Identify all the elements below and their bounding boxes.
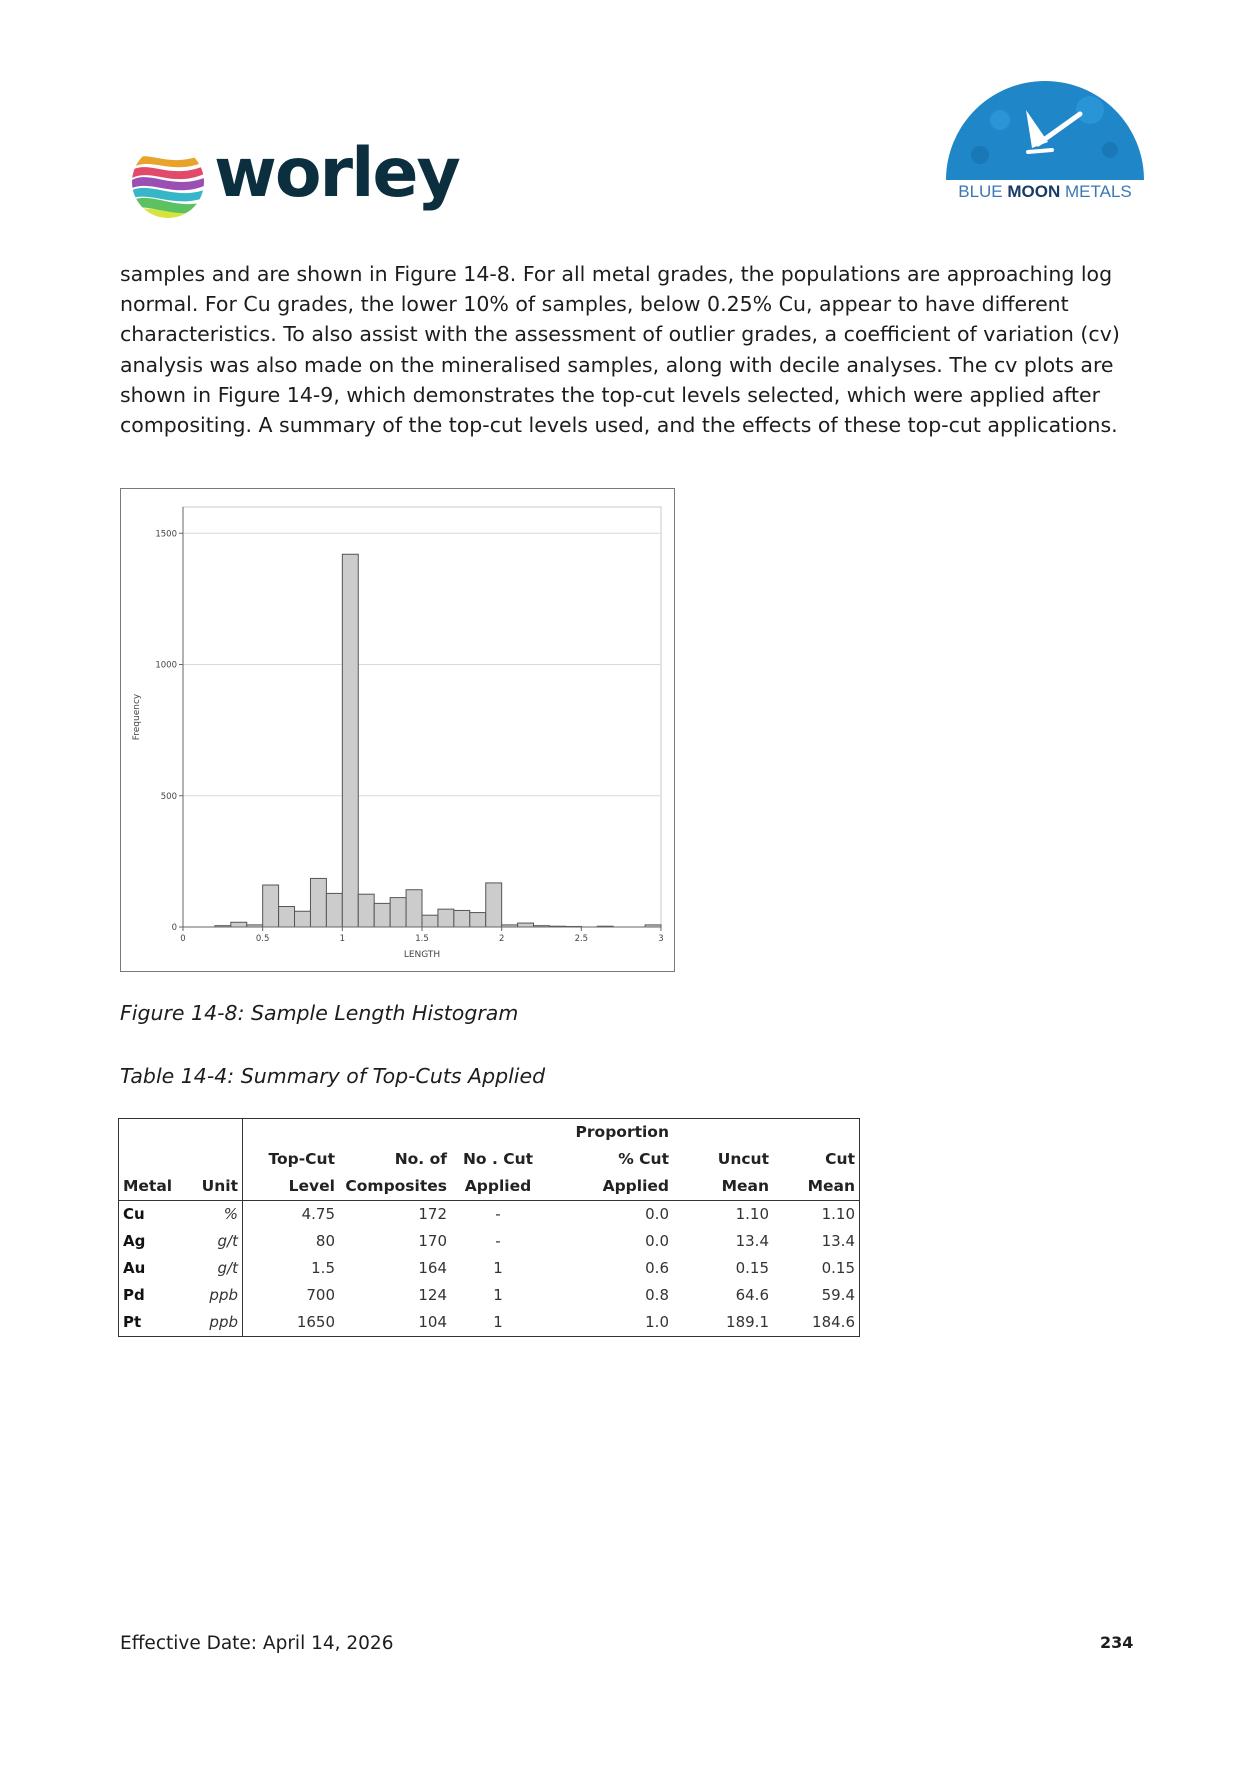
table-row <box>119 1282 860 1309</box>
histogram-bar <box>374 903 390 927</box>
header-proportion-2: % Cut <box>618 1150 669 1168</box>
top-cuts-table <box>118 1118 860 1337</box>
cell-metal: Ag <box>119 1228 188 1255</box>
header-composites-2: Composites <box>339 1173 451 1201</box>
header-composites-1: No. of <box>394 1150 447 1168</box>
header-metal: Metal <box>119 1173 188 1201</box>
x-tick-label: 2 <box>498 934 505 944</box>
blue-moon-wordmark <box>940 182 1150 202</box>
histogram-svg <box>121 489 674 971</box>
header-uncut-1: Uncut <box>717 1150 769 1168</box>
cell-applied: - <box>495 1205 501 1223</box>
y-tick-label: 500 <box>160 791 177 802</box>
x-axis-label: LENGTH <box>403 950 441 960</box>
cell-uncut-mean: 64.6 <box>735 1286 769 1304</box>
plot-area <box>183 507 661 927</box>
histogram-bar <box>358 894 374 927</box>
cell-unit: ppb <box>187 1309 243 1337</box>
cell-proportion: 0.6 <box>645 1259 669 1277</box>
page-number: 234 <box>1100 1633 1134 1652</box>
cell-cut-mean: 0.15 <box>773 1255 860 1282</box>
body-paragraph: samples and are shown in Figure 14-8. For all metal grades, the populations are approaching log normal. For Cu grades, the lower 10% of samples, below 0.25% Cu, appear to have different characteristics. To also assist with the assessment of outlier grades, a coefficient of variation (cv) analysis was also made on the mineralised samples, along with decile analyses. The cv plots are shown in Figure 14-9, which demonstrates the top-cut levels selected, which were applied after compositing. A summary of the top-cut levels used, and the effects of these top-cut applications. <box>120 262 1120 438</box>
cell-uncut-mean: 0.15 <box>735 1259 769 1277</box>
cell-applied: 1 <box>493 1259 503 1277</box>
histogram-bar <box>406 890 422 927</box>
table-row <box>119 1201 860 1229</box>
y-tick-label: 1500 <box>155 529 177 540</box>
histogram-bar <box>342 554 358 927</box>
x-tick-label: 1.5 <box>415 934 429 944</box>
blue-moon-word-1: BLUE <box>958 182 1008 201</box>
cell-composites: 164 <box>418 1259 447 1277</box>
cell-proportion: 0.8 <box>645 1286 669 1304</box>
histogram-bar <box>486 883 502 927</box>
cell-applied: 1 <box>451 1309 545 1337</box>
cell-cut-mean: 13.4 <box>773 1228 860 1255</box>
cell-uncut-mean: 189.1 <box>673 1309 773 1337</box>
cell-applied: 1 <box>493 1286 503 1304</box>
y-tick-label: 1000 <box>155 660 177 671</box>
cell-cut-mean: 59.4 <box>773 1282 860 1309</box>
cell-unit: ppb <box>187 1282 243 1309</box>
cell-unit: g/t <box>187 1228 243 1255</box>
header-applied-2: Applied <box>451 1173 545 1201</box>
cell-uncut-mean: 1.10 <box>735 1205 769 1223</box>
header-unit: Unit <box>187 1173 243 1201</box>
cell-composites: 104 <box>339 1309 451 1337</box>
cell-applied: - <box>495 1232 501 1250</box>
y-axis-label: Frequency <box>132 693 142 741</box>
header-level-2: Level <box>243 1173 340 1201</box>
cell-proportion: 0.0 <box>645 1232 669 1250</box>
x-tick-label: 0.5 <box>255 934 270 944</box>
header-uncut-2: Mean <box>673 1173 773 1201</box>
cell-metal: Cu <box>119 1201 188 1229</box>
blue-moon-word-3: METALS <box>1060 182 1132 201</box>
histogram-bar <box>231 922 247 927</box>
footer-effective-date: Effective Date: April 14, 2026 <box>120 1633 394 1654</box>
histogram-bar <box>470 913 486 927</box>
cell-level: 4.75 <box>301 1205 335 1223</box>
blue-moon-logo <box>940 80 1150 210</box>
blue-moon-word-2: MOON <box>1007 182 1061 201</box>
cell-metal: Pt <box>119 1309 188 1337</box>
blue-moon-logo-icon <box>940 80 1150 180</box>
x-tick-label: 3 <box>658 934 664 944</box>
cell-composites: 124 <box>418 1286 447 1304</box>
histogram-bar <box>518 923 534 927</box>
cell-level: 700 <box>306 1286 335 1304</box>
header-cut-1: Cut <box>773 1146 860 1173</box>
table-row <box>119 1255 860 1282</box>
x-tick-label: 1 <box>339 934 346 944</box>
cell-proportion: 0.0 <box>645 1205 669 1223</box>
cell-level: 1.5 <box>311 1259 335 1277</box>
histogram-bar <box>326 893 342 927</box>
x-tick-label: 2.5 <box>574 934 589 944</box>
table-header-row-3 <box>119 1173 860 1201</box>
header-level-1: Top-Cut <box>268 1150 335 1168</box>
cell-unit: % <box>187 1201 243 1229</box>
sample-length-histogram <box>120 488 675 972</box>
cell-proportion: 1.0 <box>545 1309 673 1337</box>
histogram-bar <box>279 907 295 927</box>
cell-metal: Au <box>119 1255 188 1282</box>
header-proportion-3: Applied <box>545 1173 673 1201</box>
histogram-bar <box>295 911 311 927</box>
histogram-bar <box>454 910 470 927</box>
cell-level: 80 <box>315 1232 335 1250</box>
histogram-bar <box>422 915 438 927</box>
table-row <box>119 1228 860 1255</box>
figure-caption: Figure 14-8: Sample Length Histogram <box>120 1001 519 1025</box>
y-tick-label: 0 <box>171 923 177 933</box>
table-caption: Table 14-4: Summary of Top-Cuts Applied <box>120 1064 546 1088</box>
table-row <box>119 1309 860 1337</box>
worley-logo-mark-icon <box>128 140 208 220</box>
cell-composites: 170 <box>418 1232 447 1250</box>
table-header-row-1 <box>119 1119 860 1147</box>
cell-unit: g/t <box>187 1255 243 1282</box>
worley-wordmark: worley <box>214 134 459 213</box>
cell-uncut-mean: 13.4 <box>735 1232 769 1250</box>
histogram-bar <box>310 878 326 927</box>
histogram-bar <box>438 909 454 927</box>
cell-cut-mean: 184.6 <box>773 1309 860 1337</box>
x-tick-label: 0 <box>180 934 186 944</box>
histogram-bar <box>263 885 279 927</box>
header-applied-1: No . Cut <box>462 1150 534 1168</box>
header-proportion-1: Proportion <box>545 1119 673 1147</box>
table-header-row-2 <box>119 1146 860 1173</box>
cell-composites: 172 <box>418 1205 447 1223</box>
header-cut-2: Mean <box>773 1173 860 1201</box>
worley-logo <box>128 134 468 220</box>
cell-cut-mean: 1.10 <box>773 1201 860 1229</box>
cell-level: 1650 <box>243 1309 340 1337</box>
cell-metal: Pd <box>119 1282 188 1309</box>
histogram-bar <box>390 898 406 927</box>
